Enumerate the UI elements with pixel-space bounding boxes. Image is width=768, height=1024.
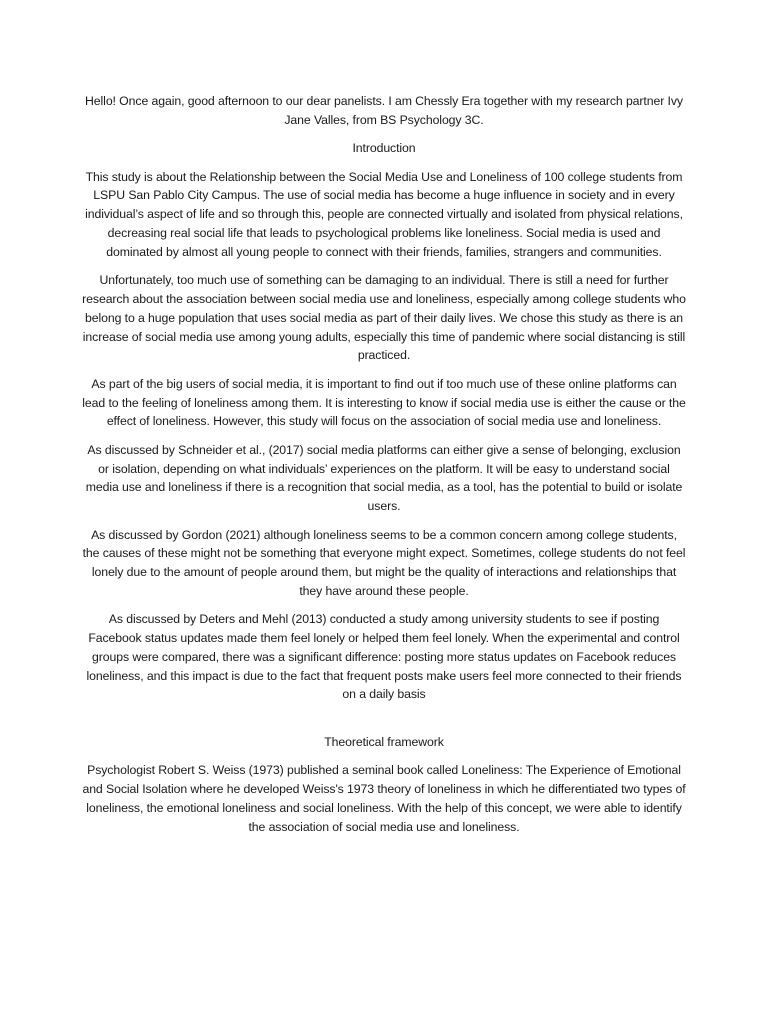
intro-paragraph-6: As discussed by Deters and Mehl (2013) conducted a study among university students to see if posting Facebook status updates made them feel lonely or helped them feel lonely. When the experimental and control groups were compared, there was a significant difference: posting more status updates on Facebook reduces loneliness, and this impact is due to the fact that frequent posts make users feel more connected to their friends on a daily basis [86, 612, 682, 702]
intro-paragraph-4: As discussed by Schneider et al., (2017) social media platforms can either give a sense of belonging, exclusion or isolation, depending on what individuals’ experiences on the platform. It will be easy to understand social media use and loneliness if there is a recognition that social media, as a tool, has the potential to build or isolate users. [85, 442, 683, 514]
greeting-paragraph: Hello! Once again, good afternoon to our dear panelists. I am Chessly Era together with my research partner Ivy Jane Valles, from BS Psychology 3C. [85, 94, 683, 127]
document-page [82, 92, 686, 846]
section-spacer [82, 714, 686, 733]
intro-paragraph-1: This study is about the Relationship between the Social Media Use and Loneliness of 100 college students from LSPU San Pablo City Campus. The use of social media has become a huge influence in society and in every individual’s aspect of life and so through this, people are connected virtually and isolated from physical relations, decreasing real social life that leads to psychological problems like loneliness. Social media is used and dominated by almost all young people to connect with their friends, families, strangers and communities. [85, 169, 683, 259]
theoretical-framework-paragraph: Psychologist Robert S. Weiss (1973) published a seminal book called Loneliness: The Experience of Emotional and Social Isolation where he developed Weiss's 1973 theory of loneliness in which he differentiated two types of loneliness, the emotional loneliness and social loneliness. With the help of this concept, we were able to identify the association of social media use and loneliness. [82, 763, 686, 834]
intro-paragraph-2: Unfortunately, too much use of something can be damaging to an individual. There is still a need for further research about the association between social media use and loneliness, especially among college students who belong to a huge population that uses social media as part of their daily lives. We chose this study as there is an increase of social media use among young adults, especially this time of pandemic where social distancing is still practiced. [82, 273, 686, 363]
theoretical-framework-heading: Theoretical framework [324, 734, 444, 749]
introduction-heading: Introduction [352, 141, 416, 156]
intro-paragraph-3: As part of the big users of social media, it is important to find out if too much use of these online platforms can lead to the feeling of loneliness among them. It is interesting to know if social media use is either the cause or the effect of loneliness. However, this study will focus on the association of social media use and loneliness. [82, 376, 686, 429]
intro-paragraph-5: As discussed by Gordon (2021) although loneliness seems to be a common concern among college students, the causes of these might not be something that everyone might expect. Sometimes, college students do not feel lonely due to the amount of people around them, but might be the quality of interactions and relationships that they have around these people. [82, 527, 686, 598]
